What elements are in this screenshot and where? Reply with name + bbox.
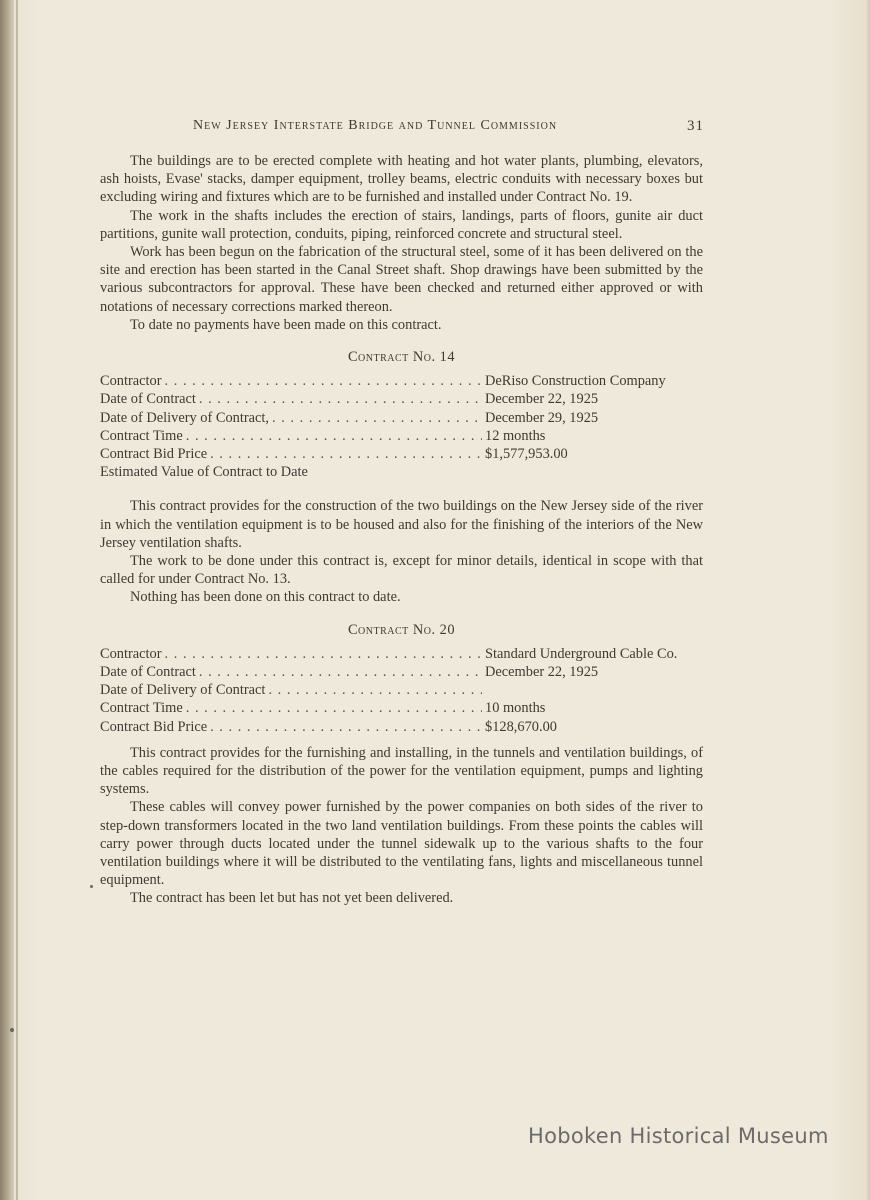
detail-label: Date of Contract bbox=[100, 391, 196, 408]
detail-label: Contractor bbox=[100, 373, 162, 390]
page-number: 31 bbox=[687, 118, 704, 134]
running-header bbox=[100, 118, 704, 138]
detail-label: Date of Delivery of Contract, bbox=[100, 409, 270, 426]
book-spine bbox=[0, 0, 14, 1200]
leader-dots bbox=[199, 390, 482, 408]
leader-dots bbox=[268, 681, 482, 699]
paragraph: The work in the shafts includes the erection of stairs, landings, parts of floors, gunite air duct partitions, gunite wall protection, conduits, piping, reinforced concrete and structural steel. bbox=[100, 207, 703, 242]
contract-20-details bbox=[100, 645, 703, 736]
page-speck bbox=[90, 885, 93, 888]
leader-dots bbox=[272, 409, 482, 427]
detail-row bbox=[100, 645, 703, 663]
estimated-value-label: Estimated Value of Contract to Date bbox=[100, 464, 308, 481]
contract-14-details bbox=[100, 372, 703, 481]
page-content bbox=[100, 152, 703, 908]
detail-row bbox=[100, 390, 703, 408]
detail-value: December 22, 1925 bbox=[485, 663, 599, 680]
detail-value: December 29, 1925 bbox=[485, 409, 599, 426]
leader-dots bbox=[210, 718, 482, 736]
leader-dots bbox=[186, 699, 482, 717]
detail-row bbox=[100, 372, 703, 390]
detail-row bbox=[100, 718, 703, 736]
detail-row bbox=[100, 427, 703, 445]
detail-value: Standard Underground Cable Co. bbox=[485, 645, 678, 662]
leader-dots bbox=[210, 445, 482, 463]
leader-dots bbox=[199, 663, 482, 681]
detail-label: Contract Bid Price bbox=[100, 718, 208, 735]
paragraph: This contract provides for the furnishing and installing, in the tunnels and ventilation buildings, of the cables required for the distribution of the power for the ventilation equipment, pumps and lighting systems. bbox=[100, 744, 703, 798]
detail-label: Contract Time bbox=[100, 700, 183, 717]
detail-label: Date of Delivery of Contract bbox=[100, 682, 266, 699]
paragraph: The work to be done under this contract is, except for minor details, identical in scope with that called for under Contract No. 13. bbox=[100, 552, 703, 588]
detail-value: $1,577,953.00 bbox=[485, 445, 568, 462]
detail-row bbox=[100, 681, 703, 699]
leader-dots bbox=[165, 372, 482, 390]
contract-14-heading: Contract No. 14 bbox=[347, 349, 456, 366]
detail-label: Contract Bid Price bbox=[100, 445, 208, 462]
page-speck bbox=[10, 1028, 14, 1032]
paragraph: These cables will convey power furnished by the power companies on both sides of the river to step-down transformers located in the two land ventilation buildings. From these points the cables will carry power through ducts located under the tunnel sidewalk up to the various shafts to the four ventilation buildings where it will be distributed to the ventilating fans, lights and miscellaneous tunnel equipment. bbox=[100, 799, 703, 889]
paragraph: Nothing has been done on this contract to date. bbox=[130, 589, 401, 606]
contract-20-heading: Contract No. 20 bbox=[347, 621, 456, 638]
leader-dots bbox=[165, 645, 482, 663]
detail-value: $128,670.00 bbox=[485, 718, 557, 735]
detail-value: 10 months bbox=[485, 700, 546, 717]
museum-watermark: Hoboken Historical Museum bbox=[528, 1124, 829, 1148]
detail-value: DeRiso Construction Company bbox=[485, 373, 666, 390]
spine-shadow bbox=[16, 0, 18, 1200]
detail-label: Date of Contract bbox=[100, 663, 196, 680]
paragraph: The contract has been let but has not yet been delivered. bbox=[130, 890, 454, 907]
detail-row bbox=[100, 699, 703, 717]
paragraph: This contract provides for the construction of the two buildings on the New Jersey side of the river in which the ventilation equipment is to be housed and also for the finishing of the interiors of the New Jersey ventilation shafts. bbox=[100, 498, 703, 551]
paragraph: Work has been begun on the fabrication of the structural steel, some of it has been delivered on the site and erection has been started in the Canal Street shaft. Shop drawings have been submitted by the various subcontractors for approval. These have been checked and returned either approved or with notations of necessary corrections marked thereon. bbox=[100, 244, 703, 315]
detail-value: December 22, 1925 bbox=[485, 391, 599, 408]
paragraph: To date no payments have been made on this contract. bbox=[130, 316, 442, 333]
detail-row bbox=[100, 409, 703, 427]
paragraph: The buildings are to be erected complete with heating and hot water plants, plumbing, elevators, ash hoists, Evase' stacks, damper equipment, trolley beams, electric conduits with necessary boxes but excluding wiring and fixtures which are to be furnished and installed under Contract No. 19. bbox=[100, 153, 703, 206]
detail-row bbox=[100, 663, 703, 681]
detail-value: 12 months bbox=[485, 427, 546, 444]
leader-dots bbox=[186, 427, 482, 445]
detail-label: Contract Time bbox=[100, 427, 183, 444]
detail-row bbox=[100, 463, 703, 481]
header-title: New Jersey Interstate Bridge and Tunnel Commission bbox=[193, 118, 558, 133]
detail-label: Contractor bbox=[100, 645, 162, 662]
detail-row bbox=[100, 445, 703, 463]
